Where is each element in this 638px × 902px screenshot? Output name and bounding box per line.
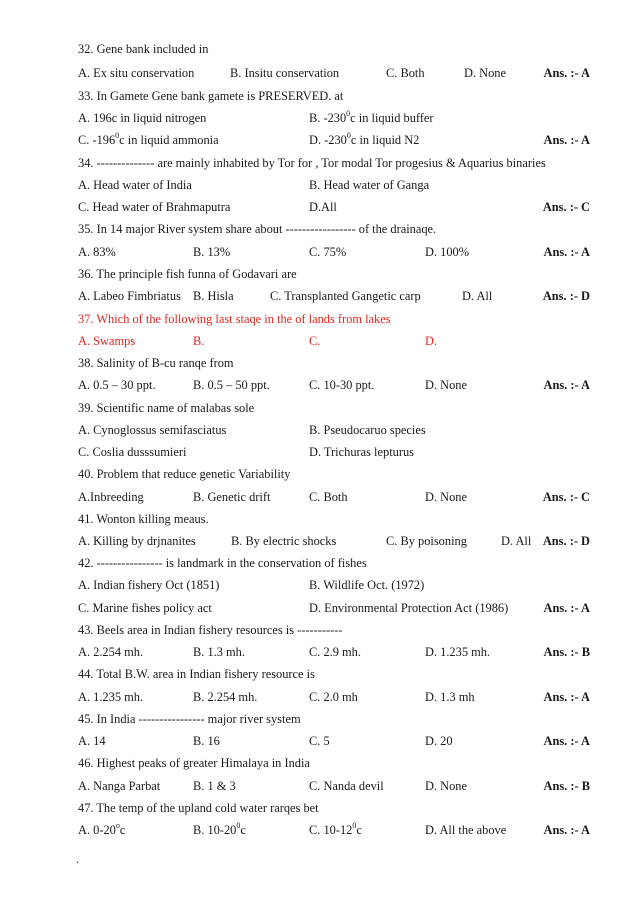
question-text: 37. Which of the following last staqe in the of lands from lakes [78, 312, 391, 326]
question-text: 45. In India ---------------- major river system [78, 712, 301, 726]
answer: Ans. :- A [543, 378, 590, 392]
option-d: D. All [501, 534, 532, 548]
question-36 [78, 265, 590, 283]
answer: Ans. :- D [542, 289, 590, 303]
options-42-row2 [78, 599, 590, 617]
options-37 [78, 332, 590, 350]
option-c: C. $-196^0c$ in liquid ammonia [78, 130, 219, 147]
options-38 [78, 376, 590, 394]
answer: Ans. :- A [543, 66, 590, 80]
option-d: D. All [462, 289, 493, 303]
question-46 [78, 754, 590, 772]
answer: Ans. :- B [543, 645, 590, 659]
question-text: 39. Scientific name of malabas sole [78, 401, 255, 415]
option-d: D.All [309, 200, 337, 214]
options-45 [78, 732, 590, 750]
option-b: B. 1 & 3 [193, 779, 236, 793]
option-b: B. Genetic drift [193, 490, 271, 504]
option-a: A. Nanga Parbat [78, 779, 161, 793]
option-b: B. Pseudocaruo species [309, 423, 426, 437]
question-43 [78, 621, 590, 639]
option-d: D. 100% [425, 245, 470, 259]
options-40 [78, 488, 590, 506]
option-c: C. 2.0 mh [309, 690, 358, 704]
options-36 [78, 287, 590, 305]
options-34-row2 [78, 198, 590, 216]
option-d: D. None [425, 490, 467, 504]
option-a: A. Swamps [78, 334, 136, 348]
option-d: D. All the above [425, 823, 507, 837]
option-d: D. $-230^0c$ in liquid N2 [309, 130, 420, 147]
option-b: B. 1.3 mh. [193, 645, 245, 659]
option-c: C. Marine fishes policy act [78, 601, 212, 615]
option-a: A.Inbreeding [78, 490, 144, 504]
answer: Ans. :- A [543, 734, 590, 748]
question-text: 34. -------------- are mainly inhabited by Tor for , Tor modal Tor progesius & Aquarius binaries [78, 156, 546, 170]
option-d: D. [425, 334, 438, 348]
option-c: C. Nanda devil [309, 779, 384, 793]
option-c: C. Both [309, 490, 348, 504]
question-34 [78, 154, 590, 172]
option-c: C. 5 [309, 734, 330, 748]
option-b: B. 13% [193, 245, 231, 259]
question-37 [78, 310, 590, 328]
question-35 [78, 220, 590, 238]
option-c: C. Head water of Brahmaputra [78, 200, 231, 214]
option-b: B. $10-20^0c$ [193, 820, 246, 837]
option-c: C. 75% [309, 245, 347, 259]
answer: Ans. :- B [543, 779, 590, 793]
options-42-row1 [78, 576, 590, 594]
options-33-row1 [78, 109, 590, 127]
answer: Ans. :- A [543, 823, 590, 837]
option-a: A. 0.5 – 30 ppt. [78, 378, 156, 392]
option-a: A. 196c in liquid nitrogen [78, 111, 207, 125]
options-39-row2 [78, 443, 590, 461]
question-text: 40. Problem that reduce genetic Variability [78, 467, 291, 481]
option-b: B. $-230^0c$ in liquid buffer [309, 108, 434, 125]
options-33-row2 [78, 131, 590, 149]
options-41 [78, 532, 590, 550]
answer: Ans. :- A [543, 133, 590, 147]
option-b: B. Head water of Ganga [309, 178, 430, 192]
question-39 [78, 399, 590, 417]
question-text: 41. Wonton killing meaus. [78, 512, 209, 526]
option-b: B. Insitu conservation [230, 66, 340, 80]
option-a: A. Indian fishery Oct (1851) [78, 578, 220, 592]
option-c: C. $10-12^0c$ [309, 820, 362, 837]
question-42 [78, 554, 590, 572]
options-43 [78, 643, 590, 661]
option-c: C. By poisoning [386, 534, 467, 548]
option-c: C. 2.9 mh. [309, 645, 361, 659]
options-44 [78, 688, 590, 706]
question-45 [78, 710, 590, 728]
option-b: B. 16 [193, 734, 220, 748]
option-a: A. Killing by drjnanites [78, 534, 196, 548]
question-44 [78, 665, 590, 683]
option-a: A. 83% [78, 245, 116, 259]
option-c: C. Coslia dusssumieri [78, 445, 187, 459]
option-c: C. 10-30 ppt. [309, 378, 375, 392]
question-text: 42. ---------------- is landmark in the conservation of fishes [78, 556, 367, 570]
option-b: B. By electric shocks [231, 534, 337, 548]
option-a: A. 2.254 mh. [78, 645, 144, 659]
option-b: B. 2.254 mh. [193, 690, 258, 704]
option-b: B. 0.5 – 50 ppt. [193, 378, 270, 392]
question-text: 47. The temp of the upland cold water rarqes bet [78, 801, 319, 815]
option-d: D. 1.235 mh. [425, 645, 491, 659]
option-b: B. Wildlife Oct. (1972) [309, 578, 425, 592]
option-b: B. [193, 334, 205, 348]
option-d: D. None [425, 779, 467, 793]
option-d: D. Trichuras lepturus [309, 445, 414, 459]
question-33 [78, 87, 590, 105]
question-text: 36. The principle fish funna of Godavari are [78, 267, 297, 281]
option-d: D. None [425, 378, 467, 392]
answer: Ans. :- D [542, 534, 590, 548]
footer-mark: . [76, 852, 79, 866]
option-c: C. Transplanted Gangetic carp [270, 289, 421, 303]
option-a: A. Head water of India [78, 178, 192, 192]
options-32 [78, 64, 590, 82]
question-47 [78, 799, 590, 817]
question-text: 33. In Gamete Gene bank gamete is PRESERVED. at [78, 89, 344, 103]
question-41 [78, 510, 590, 528]
option-d: D. None [464, 66, 506, 80]
question-text: 35. In 14 major River system share about ----------------- of the drainaqe. [78, 222, 437, 236]
question-text: 43. Beels area in Indian fishery resources is ----------- [78, 623, 343, 637]
option-a: A. Ex situ conservation [78, 66, 195, 80]
option-d: D. 20 [425, 734, 453, 748]
answer: Ans. :- A [543, 601, 590, 615]
options-46 [78, 777, 590, 795]
question-38 [78, 354, 590, 372]
option-a: A. Labeo Fimbriatus [78, 289, 181, 303]
option-b: B. Hisla [193, 289, 234, 303]
question-32 [78, 40, 590, 58]
options-47 [78, 821, 590, 839]
option-c: C. [309, 334, 321, 348]
answer: Ans. :- A [543, 245, 590, 259]
question-text: 44. Total B.W. area in Indian fishery resource is [78, 667, 315, 681]
question-text: 32. Gene bank included in [78, 42, 209, 56]
option-c: C. Both [386, 66, 425, 80]
option-a: A. 0-20$^o$c [78, 820, 126, 837]
options-34-row1 [78, 176, 590, 194]
answer: Ans. :- C [542, 200, 590, 214]
question-text: 46. Highest peaks of greater Himalaya in India [78, 756, 310, 770]
question-text: 38. Salinity of B-cu ranqe from [78, 356, 234, 370]
option-a: A. Cynoglossus semifasciatus [78, 423, 227, 437]
answer: Ans. :- A [543, 690, 590, 704]
options-35 [78, 243, 590, 261]
option-a: A. 1.235 mh. [78, 690, 144, 704]
option-a: A. 14 [78, 734, 106, 748]
option-d: D. Environmental Protection Act (1986) [309, 601, 509, 615]
options-39-row1 [78, 421, 590, 439]
answer: Ans. :- C [542, 490, 590, 504]
question-40 [78, 465, 590, 483]
option-d: D. 1.3 mh [425, 690, 475, 704]
